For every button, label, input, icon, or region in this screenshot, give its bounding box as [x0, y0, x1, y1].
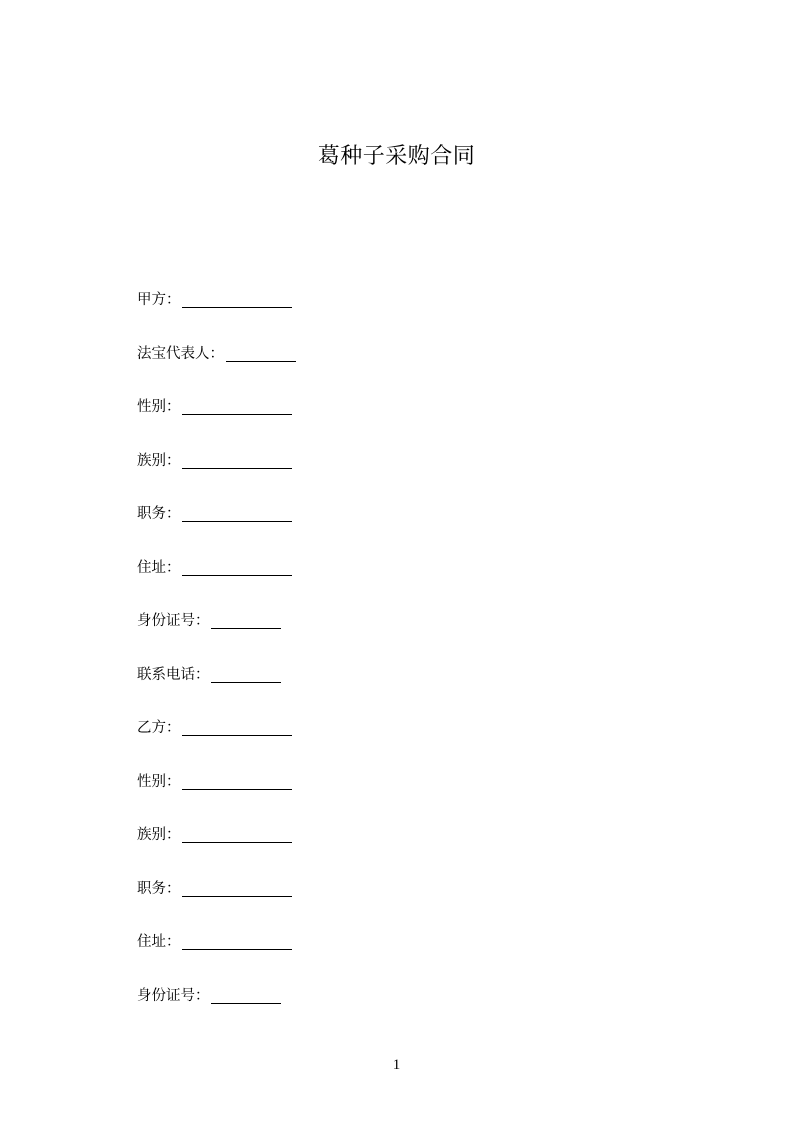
- field-row-legal-representative: [137, 343, 296, 397]
- fill-in-blank: [182, 824, 292, 843]
- field-label: 身份证号: [137, 987, 195, 1004]
- field-row-party-a: [137, 289, 296, 343]
- fill-in-blank: [182, 717, 292, 736]
- fill-in-blank: [182, 931, 292, 950]
- field-label: 联系电话: [137, 666, 195, 683]
- field-colon: ：: [166, 292, 181, 308]
- field-row-party-b: [137, 717, 296, 771]
- field-label: 住址: [137, 934, 166, 950]
- field-row-address: [137, 931, 296, 985]
- field-row-gender: [137, 396, 296, 450]
- fill-in-blank: [182, 289, 292, 308]
- field-colon: ：: [195, 987, 210, 1004]
- fill-in-blank: [182, 878, 292, 897]
- field-label: 住址: [137, 559, 166, 576]
- field-row-id-number: [137, 985, 296, 1039]
- field-colon: ：: [166, 773, 181, 790]
- field-row-phone: [137, 664, 296, 718]
- field-row-address: [137, 557, 296, 611]
- party-info-fields: [137, 289, 296, 1038]
- fill-in-blank: [211, 664, 281, 683]
- field-colon: ：: [166, 559, 181, 576]
- fill-in-blank: [182, 396, 292, 415]
- fill-in-blank: [182, 771, 292, 790]
- field-row-gender: [137, 771, 296, 825]
- field-row-ethnicity: [137, 450, 296, 504]
- field-label: 性别: [137, 773, 166, 790]
- field-row-position: [137, 878, 296, 932]
- fill-in-blank: [182, 450, 292, 469]
- fill-in-blank: [211, 985, 281, 1004]
- field-label: 族别: [137, 827, 166, 843]
- document-title: 葛种子采购合同: [317, 144, 476, 169]
- field-colon: ：: [166, 880, 181, 897]
- field-label: 乙方: [137, 720, 166, 736]
- field-label: 性别: [137, 399, 166, 415]
- field-label: 身份证号: [137, 613, 195, 629]
- field-label: 职务: [137, 880, 166, 897]
- fill-in-blank: [182, 503, 292, 522]
- fill-in-blank: [182, 557, 292, 576]
- field-colon: ：: [166, 399, 181, 415]
- field-label: 甲方: [137, 292, 166, 308]
- field-colon: ：: [195, 666, 210, 683]
- field-colon: ：: [166, 506, 181, 522]
- field-colon: ：: [195, 613, 210, 629]
- field-row-ethnicity: [137, 824, 296, 878]
- field-row-position: [137, 503, 296, 557]
- field-colon: ：: [166, 934, 181, 950]
- field-label: 职务: [137, 506, 166, 522]
- field-label: 法宝代表人: [137, 345, 210, 362]
- field-colon: ：: [166, 452, 181, 469]
- field-row-id-number: [137, 610, 296, 664]
- fill-in-blank: [226, 343, 296, 362]
- field-colon: ：: [166, 827, 181, 843]
- fill-in-blank: [211, 610, 281, 629]
- field-label: 族别: [137, 452, 166, 469]
- field-colon: ：: [166, 720, 181, 736]
- field-colon: ：: [209, 345, 224, 362]
- page-number: 1: [392, 1057, 401, 1073]
